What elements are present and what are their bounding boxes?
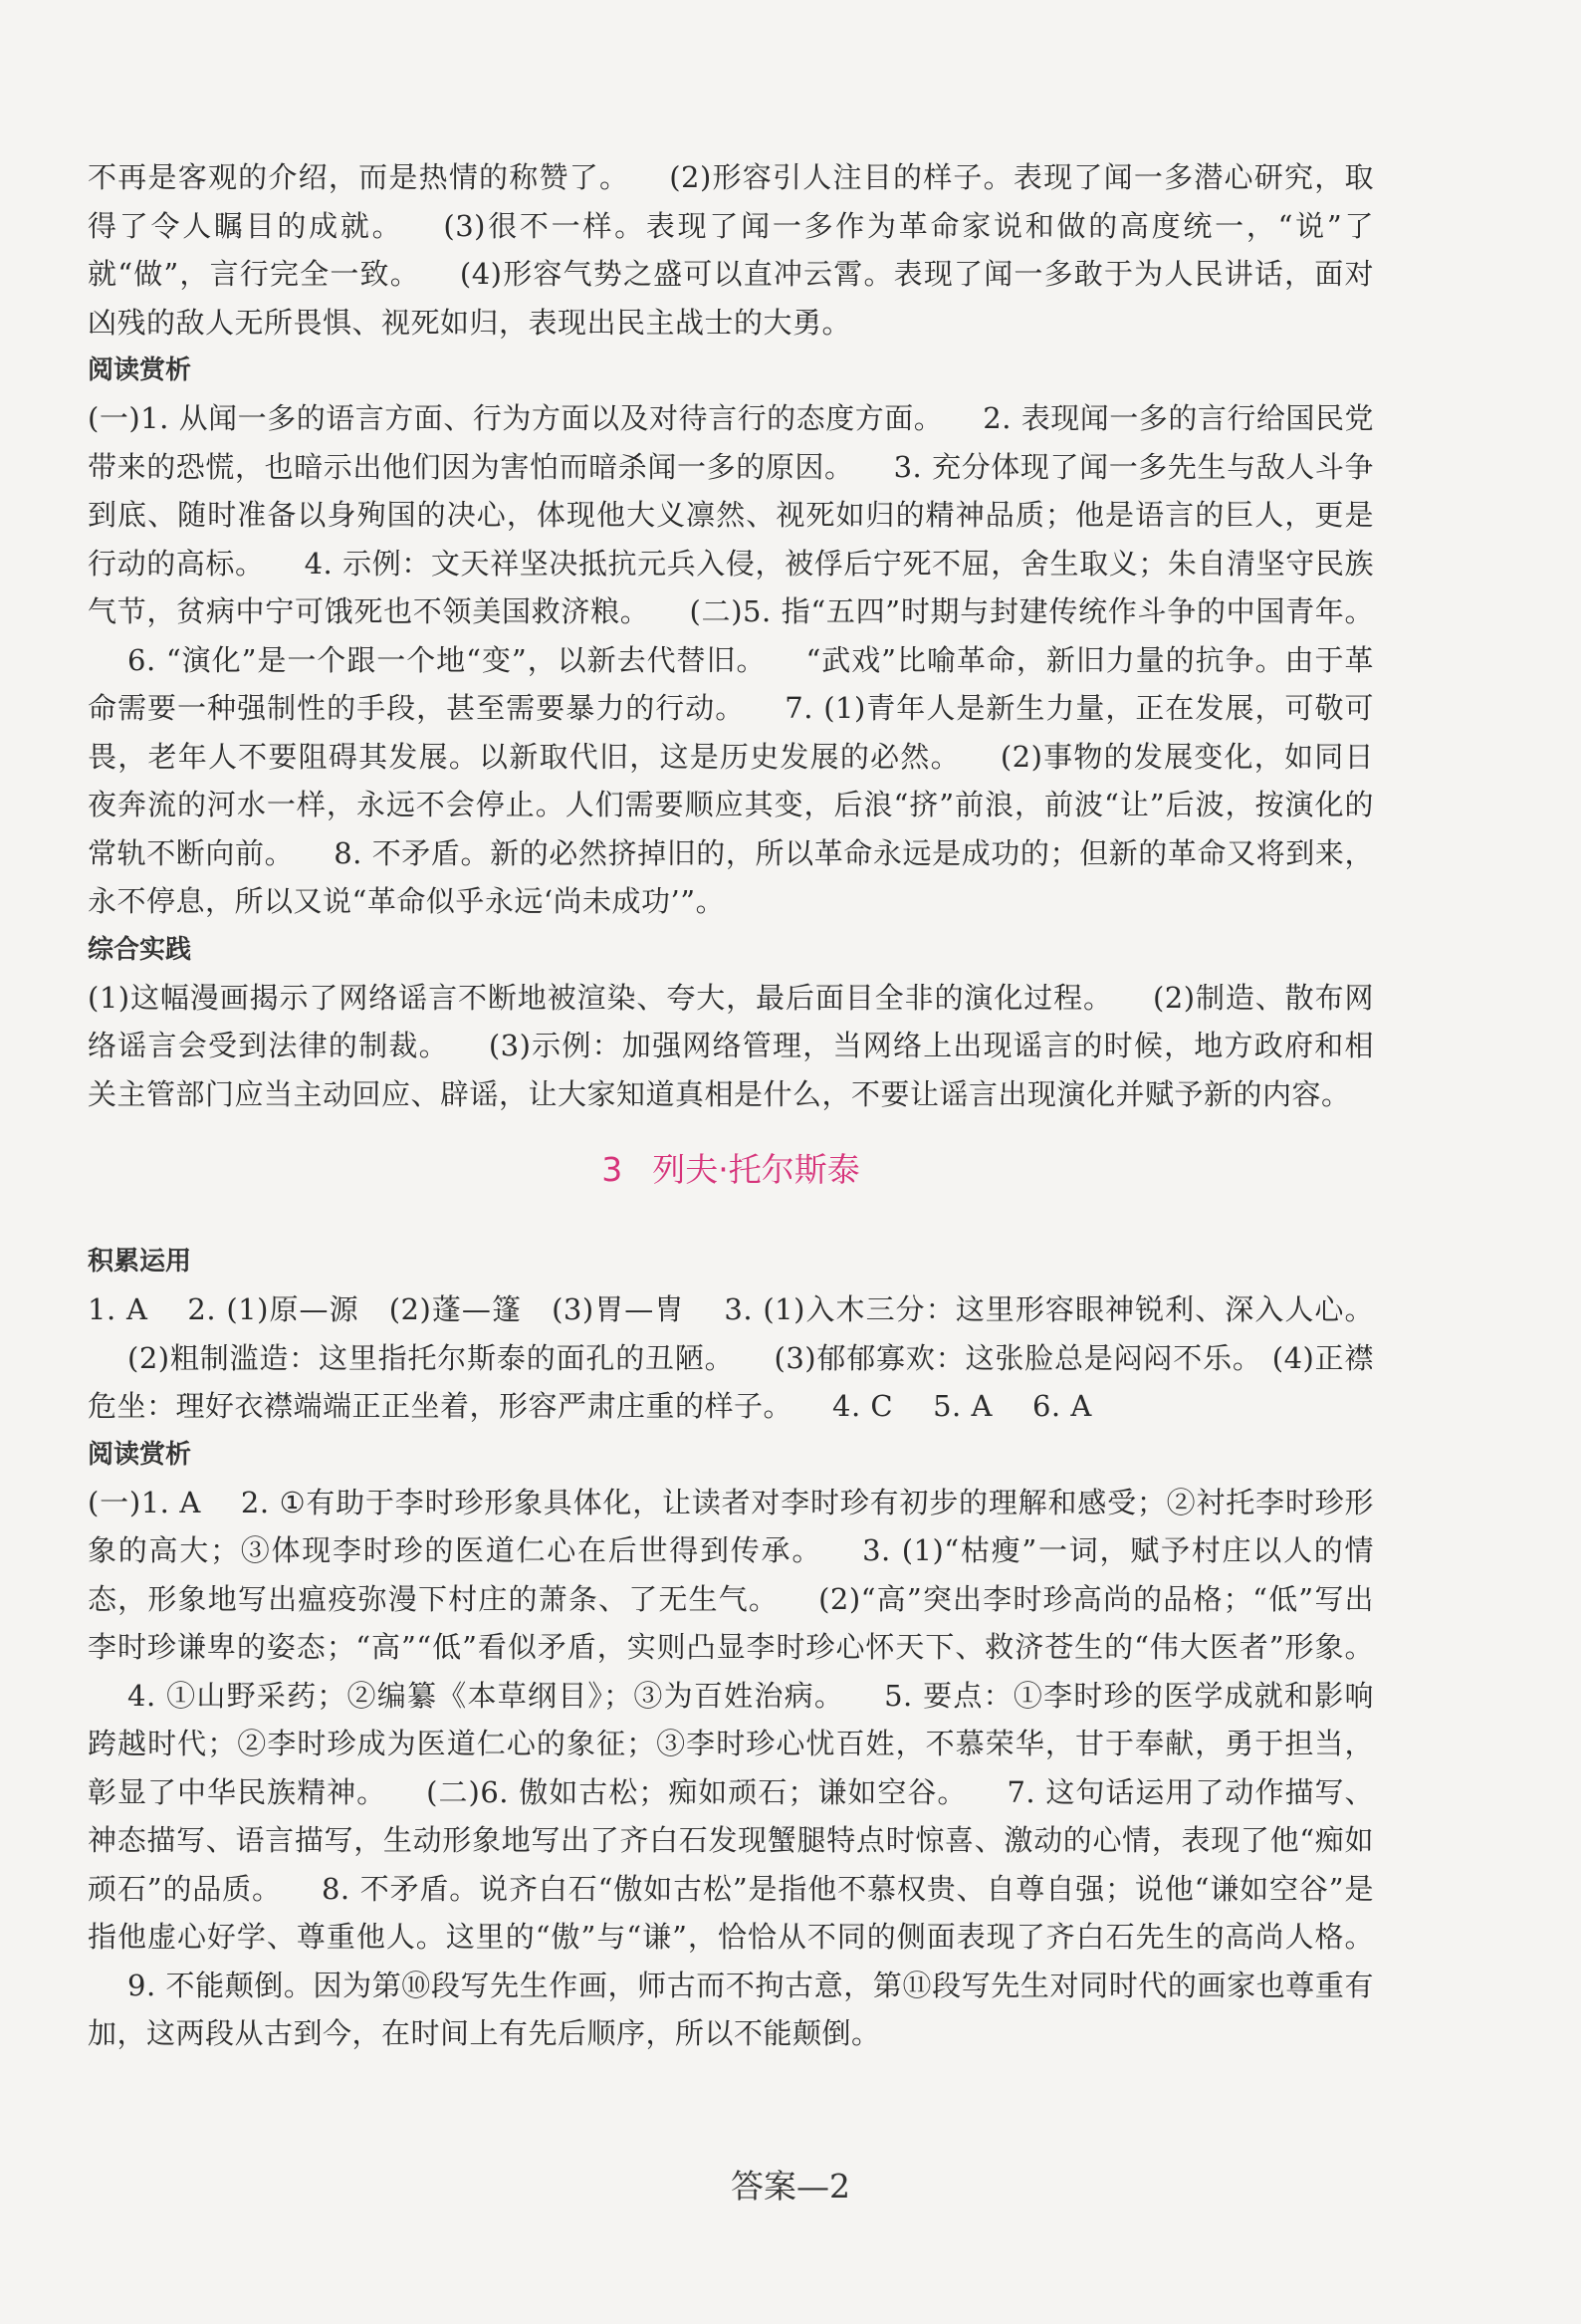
answer-item: 6. “演化”是一个跟一个地“变”，以新去代替旧。	[127, 642, 767, 677]
answer-item: (二)5. 指“五四”时期与封建传统作斗争的中国青年。	[689, 594, 1374, 628]
answer-item: (2)形容引人注目的样子。表现了闻一多潜心研究，取得了令人瞩目的成就。	[88, 160, 1374, 243]
chapter-name: 列夫·托尔斯泰	[652, 1150, 860, 1189]
section-heading-practice: 综合实践	[88, 934, 192, 965]
answer-item: 8. 不矛盾。新的必然挤掉旧的，所以革命永远是成功的；但新的革命又将到来，永不停息，所以又说“革命似乎永远‘尚未成功’”。	[88, 835, 1374, 918]
answer-item: (一)1. 从闻一多的语言方面、行为方面以及对待言行的态度方面。	[88, 401, 944, 435]
page-number: 答案—2	[731, 2167, 850, 2206]
answer-item: 7. (1)青年人是新生力量，正在发展，可敬可畏，老年人不要阻碍其发展。以新取代旧，这是历史发展的必然。	[88, 691, 1374, 774]
answer-item: (1)这幅漫画揭示了网络谣言不断地被渲染、夸大，最后面目全非的演化过程。	[88, 980, 1113, 1015]
answer-item: 4. 示例：文天祥坚决抵抗元兵入侵，被俘后宁死不屈，舍生取义；朱自清坚守民族气节，贫病中宁可饿死也不领美国救济粮。	[88, 546, 1374, 628]
chapter-title	[88, 1146, 1374, 1194]
section-practice	[88, 974, 1374, 1119]
answer-item: 8. 不矛盾。说齐白石“傲如古松”是指他不慕权贵、自尊自强；说他“谦如空谷”是指他虚心好学、尊重他人。这里的“傲”与“谦”，恰恰从不同的侧面表现了齐白石先生的高尚人格。	[88, 1871, 1374, 1954]
section-accumulation	[88, 1285, 1374, 1431]
section-continuation	[88, 153, 1374, 347]
chapter-number: 3	[601, 1150, 623, 1189]
answer-item: 2. 表现闻一多的言行给国民党带来的恐慌，也暗示出他们因为害怕而暗杀闻一多的原因。	[88, 401, 1374, 484]
answer-item: “武戏”比喻革命，新旧力量的抗争。由于革命需要一种强制性的手段，甚至需要暴力的行动。	[88, 642, 1374, 725]
answer-item: 9. 不能颠倒。因为第⑩段写先生作画，师古而不拘古意，第⑪段写先生对同时代的画家也尊重有加，这两段从古到今，在时间上有先后顺序，所以不能颠倒。	[88, 1968, 1374, 2050]
answer-item: 7. 这句话运用了动作描写、神态描写、语言描写，生动形象地写出了齐白石发现蟹腿特点时惊喜、激动的心情，表现了他“痴如顽石”的品质。	[88, 1774, 1374, 1906]
answer-item: 4. C	[832, 1389, 894, 1423]
answer-item: (2)制造、散布网络谣言会受到法律的制裁。	[88, 980, 1374, 1062]
answer-page	[88, 153, 1374, 2058]
section-heading-reading-1: 阅读赏析	[88, 355, 192, 385]
answer-item: 2. ①有助于李时珍形象具体化，让读者对李时珍有初步的理解和感受；②衬托李时珍形象的高大；③体现李时珍的医道仁心在后世得到传承。	[88, 1485, 1374, 1567]
section-reading-1	[88, 394, 1374, 926]
section-reading-2	[88, 1479, 1374, 2058]
answer-item: 5. A	[933, 1389, 993, 1423]
answer-item: (二)6. 傲如古松；痴如顽石；谦如空谷。	[426, 1774, 968, 1809]
answer-item: (一)1. A	[88, 1485, 201, 1519]
answer-item: (4)形容气势之盛可以直冲云霄。表现了闻一多敢于为人民讲话，面对凶残的敌人无所畏惧、视死如归，表现出民主战士的大勇。	[88, 257, 1374, 340]
answer-item: 4. ①山野采药；②编纂《本草纲目》；③为百姓治病。	[127, 1678, 845, 1713]
answer-item: 3. (1)入木三分：这里形容眼神锐利、深入人心。	[724, 1292, 1374, 1326]
answer-item: 1. A	[88, 1292, 148, 1326]
answer-item: (4)正襟危坐：理好衣襟端端正正坐着，形容严肃庄重的样子。	[88, 1340, 1374, 1423]
answer-item: 3. 充分体现了闻一多先生与敌人斗争到底、随时准备以身殉国的决心，体现他大义凛然、视死如归的精神品质；他是语言的巨人，更是行动的高标。	[88, 449, 1374, 581]
answer-item: (2)“高”突出李时珍高尚的品格；“低”写出李时珍谦卑的姿态；“高”“低”看似矛盾，实则凸显李时珍心怀天下、救济苍生的“伟大医者”形象。	[88, 1581, 1374, 1664]
answer-item: (3)示例：加强网络管理，当网络上出现谣言的时候，地方政府和相关主管部门应当主动回应、辟谣，让大家知道真相是什么，不要让谣言出现演化并赋予新的内容。	[88, 1029, 1374, 1111]
section-heading-accumulation: 积累运用	[88, 1247, 192, 1277]
answer-item: 5. 要点：①李时珍的医学成就和影响跨越时代；②李时珍成为医道仁心的象征；③李时珍心忧百姓，不慕荣华，甘于奉献，勇于担当，彰显了中华民族精神。	[88, 1678, 1374, 1809]
answer-item: (3)郁郁寡欢：这张脸总是闷闷不乐。	[774, 1340, 1262, 1375]
answer-item: 6. A	[1031, 1389, 1092, 1423]
section-heading-reading-2: 阅读赏析	[88, 1439, 192, 1470]
answer-item: 3. (1)“枯瘦”一词，赋予村庄以人的情态，形象地写出瘟疫弥漫下村庄的萧条、了无生气。	[88, 1533, 1374, 1616]
answer-item: 2. (1)原—源 (2)蓬—篷 (3)胃—冑	[187, 1292, 685, 1326]
answer-item: (2)事物的发展变化，如同日夜奔流的河水一样，永远不会停止。人们需要顺应其变，后浪“挤”前浪，前波“让”后波，按演化的常轨不断向前。	[88, 739, 1374, 870]
answer-item: (3)很不一样。表现了闻一多作为革命家说和做的高度统一，“说”了就“做”，言行完全一致。	[88, 208, 1374, 291]
answer-item: (2)粗制滥造：这里指托尔斯泰的面孔的丑陋。	[127, 1340, 735, 1375]
answer-item: 不再是客观的介绍，而是热情的称赞了。	[88, 160, 630, 194]
